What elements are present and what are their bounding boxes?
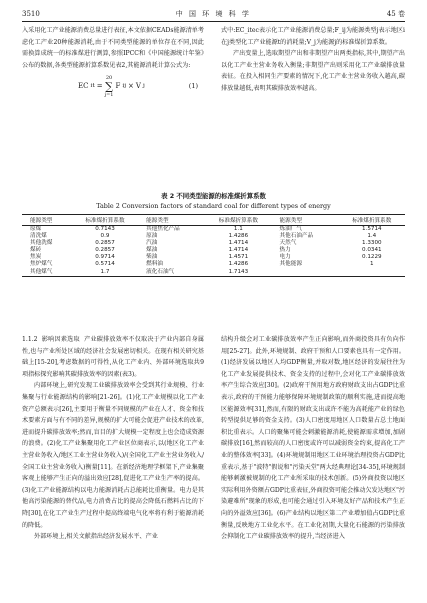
table-cell: 0.2857	[95, 247, 115, 254]
eq-lhs-sub: it	[90, 82, 95, 89]
table-row	[22, 269, 405, 277]
table-cell: 1.4286	[228, 233, 249, 240]
table-cell	[339, 269, 405, 277]
table-cell: 1.4714	[228, 240, 249, 247]
table-title-en: Table 2 Conversion factors of standard coal for different types of energy	[96, 202, 331, 210]
table-cell: 0.7143	[95, 226, 115, 232]
table-cell: 焦炭	[30, 254, 42, 261]
table-cell: 煤油	[146, 247, 158, 254]
volume-label: 45 卷	[386, 10, 405, 18]
table-cell: 液化石油气	[138, 269, 205, 277]
body-paragraph: 结构升级会对工业碳排放效率产生正向影响,而外商投资具有负向作用[25-27]。此外,环境规制、政府干预和人口要素也具有一定作用。(1)经济发展以地区人均GDP衡量,并取对数,地区经济的发展往往为化工产业发展提供技术、资金支持的过程中,会对化工产业碳排放效率产生综合效应[30]。(2)政府干预用地方政府财政支出占GDP比重表示,政府的干预能力能够保障环境规制政策的顺利实施,进而提高地区能源效率[31],然而,有限的财政支出或许不能为高耗能产业的绿色转型提供足够的资金支持。(3)人口密度用地区人口数量占总土地面积比重表示。人口的聚集可能会刺激能源消耗,使能源需求增加,加剧碳排放[16],然而较高的人口密度或许可以减弱资金约束,提高化工产业的整体效率[33]。(4)环境规制用地区工业环境治理投资占GDP比重表示,基于"波特"假说和"污染天堂"两大经典理论[34-35],环境规制能够刺激被规制的化工产业所采取的技术创新。(5)外商投资以地区实际利用外资额占GDP比重表征,外商投资可能会推动欠发达地区"污染避难所"现象的形成,也可能会通过引入环境友好产品和技术产生正向的外溢效应[36]。(6)产业结构以地区第二产业增加值占GDP比重衡量,反映地方工业化水平。在工业化初期,大量化石能源的污染排放会抑制化工产业碳排放效率的提升,当经济进入	[221, 336, 405, 541]
sum-sign: ∑	[105, 79, 113, 93]
eq-term: F	[115, 81, 121, 90]
section-heading-paragraph	[22, 334, 204, 380]
body-paragraph: 产出变量上,选取期望产出和非期望产出两类指标,其中,期望产出以化工产业主营业务收入衡量;非期望产出则采用化工产业碳排放量表征。在投入相同生产要素的情况下,化工产业主营业务收入越高,碳排放量越低,表明其碳排放效率越高。	[221, 50, 405, 92]
table-cell: 清洗煤	[30, 233, 47, 240]
eq-term2-sub: j	[142, 82, 145, 89]
table-cell: 其他洗煤	[30, 240, 53, 247]
table-cell	[272, 269, 339, 277]
table-row	[22, 261, 405, 268]
table-row	[22, 254, 405, 261]
body-paragraph: 内部环境上,研究发现工业碳排放效率会受到其行业规模、行业集聚与行业能源结构的影响[21-26]。(1)化工产业规模以化工产业资产总额表示[26],主要用于衡量不同规模的产业在人才、资金和技术要素方面与有不同的差异,规模的扩大可能会促进产业技术的改革,进而提升碳排放效率;然而,盲目的扩大规模一定程度上也会造成资源的浪费。(2)化工产业集聚用化工产业区位商表示,以(地区化工产业主营业务收入/地区工业主营业务收入)/(全国化工产业主营业务收入/全国工业主营业务收入)衡量[11]。在新经济地理学框架下,产业集聚客观上能够产生正向的溢出效应[28],促进化工产业生产率的提高。(3)化工产业能源结构以电力能源消耗占总能耗比重衡量。电力是其他高污染能源的替代品,电力消费占比的提高会降低石燃料占比的下降[30],在化工产业生产过程中提高终端电气化率将有利于能源消耗的降低。	[22, 382, 204, 529]
table-caption	[22, 191, 405, 211]
body-paragraph: 式中:EC_itec表示化工产业能源消费总量;F_ij为能源类型j表示地区i在j类型化工产业能源t的消耗量;V_j为能源j的标准煤折算系数。	[221, 27, 405, 46]
conversion-table	[22, 214, 405, 277]
table-cell: 焦炉煤气	[30, 261, 53, 268]
table-cell: 0.9714	[95, 254, 115, 261]
table-cell: 0.1229	[361, 254, 382, 261]
table-cell: 1.7	[72, 269, 138, 277]
table-cell: 1.4714	[228, 247, 249, 254]
table-row	[22, 240, 405, 247]
eq-term-sub: ij	[122, 82, 127, 89]
table-cell: 1.4	[367, 233, 377, 240]
table-header-cell: 标准煤折算系数	[339, 215, 405, 226]
eq-equals: =	[96, 81, 103, 90]
equation-number: (1)	[188, 81, 198, 90]
table-cell: 电力	[279, 254, 291, 261]
body-text: 产业碳排放效率不仅取决于产业内部自身属性,也与产业所处区域的经济社会发展密切相关。在现有相关研究基础上[15-20],考虑数据的可得性,从化工产业内、外部环境选取共9项指标探究影响其碳排放效率的因素(表3)。	[22, 336, 205, 378]
table-cell: 1.3300	[361, 240, 382, 247]
table-header-row	[22, 215, 405, 226]
table-cell: 0.0341	[361, 247, 382, 254]
table-cell: 0.2857	[95, 240, 115, 247]
table-cell: 0.5714	[95, 261, 115, 268]
table-cell: 煤砖	[30, 247, 42, 254]
table-cell: 1.1	[233, 226, 243, 232]
page-number: 3510	[22, 10, 40, 18]
table-row	[22, 247, 405, 254]
sum-lower: j=1	[104, 91, 114, 98]
table-header-cell: 能源类型	[272, 215, 339, 226]
table-cell: 燃料油	[146, 261, 163, 268]
body-paragraph: 外部环境上,相关文献指出经济发展水平、产业	[34, 533, 158, 541]
table-row	[22, 233, 405, 240]
eq-term2: V	[135, 81, 141, 90]
eq-times: ×	[128, 81, 134, 90]
table-cell: 其他焦化产品	[146, 226, 180, 232]
table-cell: 1.7143	[205, 269, 271, 277]
section-title: 影响因素选取	[41, 336, 80, 343]
table-header-cell: 能源类型	[138, 215, 205, 226]
equation-1	[22, 71, 204, 101]
right-column-top	[221, 25, 405, 95]
page-header	[22, 7, 405, 21]
table-header-cell: 能源类型	[22, 215, 72, 226]
table-cell: 其他能源	[279, 261, 302, 268]
table-row	[22, 226, 405, 234]
table-title-cn: 表 2 不同类型能源的标准煤折算系数	[161, 192, 266, 200]
table-cell: 其他石油产品	[279, 233, 314, 240]
table-cell: 1.4571	[228, 254, 249, 261]
table-header-cell: 标准煤折算系数	[205, 215, 271, 226]
body-paragraph: 入采用化工产业能源消费总量进行表征,本文依据CEADs能源清单考虑化工产业20种能源消耗,由于不同类型能源的单位存在不同,因此需换算成统一的标准煤进行测算,参照IPCC和《中国能源统计年鉴》公布的数据,各类型能源折算系数见表2,其能源消耗计算公式为:	[22, 27, 204, 69]
header-rule	[22, 21, 405, 22]
eq-summation	[105, 75, 114, 98]
table-cell: 汽油	[146, 240, 158, 247]
table-cell: 1.4286	[228, 261, 249, 268]
sum-upper: 20	[105, 74, 113, 81]
equation-formula	[78, 75, 145, 98]
journal-name: 中 国 环 境 科 学	[175, 10, 251, 18]
table-cell: 1.5714	[361, 226, 382, 232]
table-cell: 柴油	[146, 254, 158, 261]
table-cell: 1	[369, 261, 374, 268]
table-cell: 0.9	[100, 233, 110, 240]
table-cell: 原油	[146, 233, 158, 240]
left-column-bottom	[22, 334, 204, 543]
section-number: 1.1.2	[22, 336, 38, 343]
table-header-cell: 标准煤折算系数	[72, 215, 138, 226]
table-cell: 原煤	[30, 226, 42, 232]
table-cell: 热力	[279, 247, 291, 254]
table-cell: 其他煤气	[22, 269, 72, 277]
table-cell: 天然气	[279, 240, 297, 247]
eq-lhs: EC	[78, 81, 89, 90]
right-column-bottom	[221, 334, 405, 543]
table-cell: 炼油厂气	[279, 226, 302, 232]
left-column-top	[22, 25, 204, 101]
